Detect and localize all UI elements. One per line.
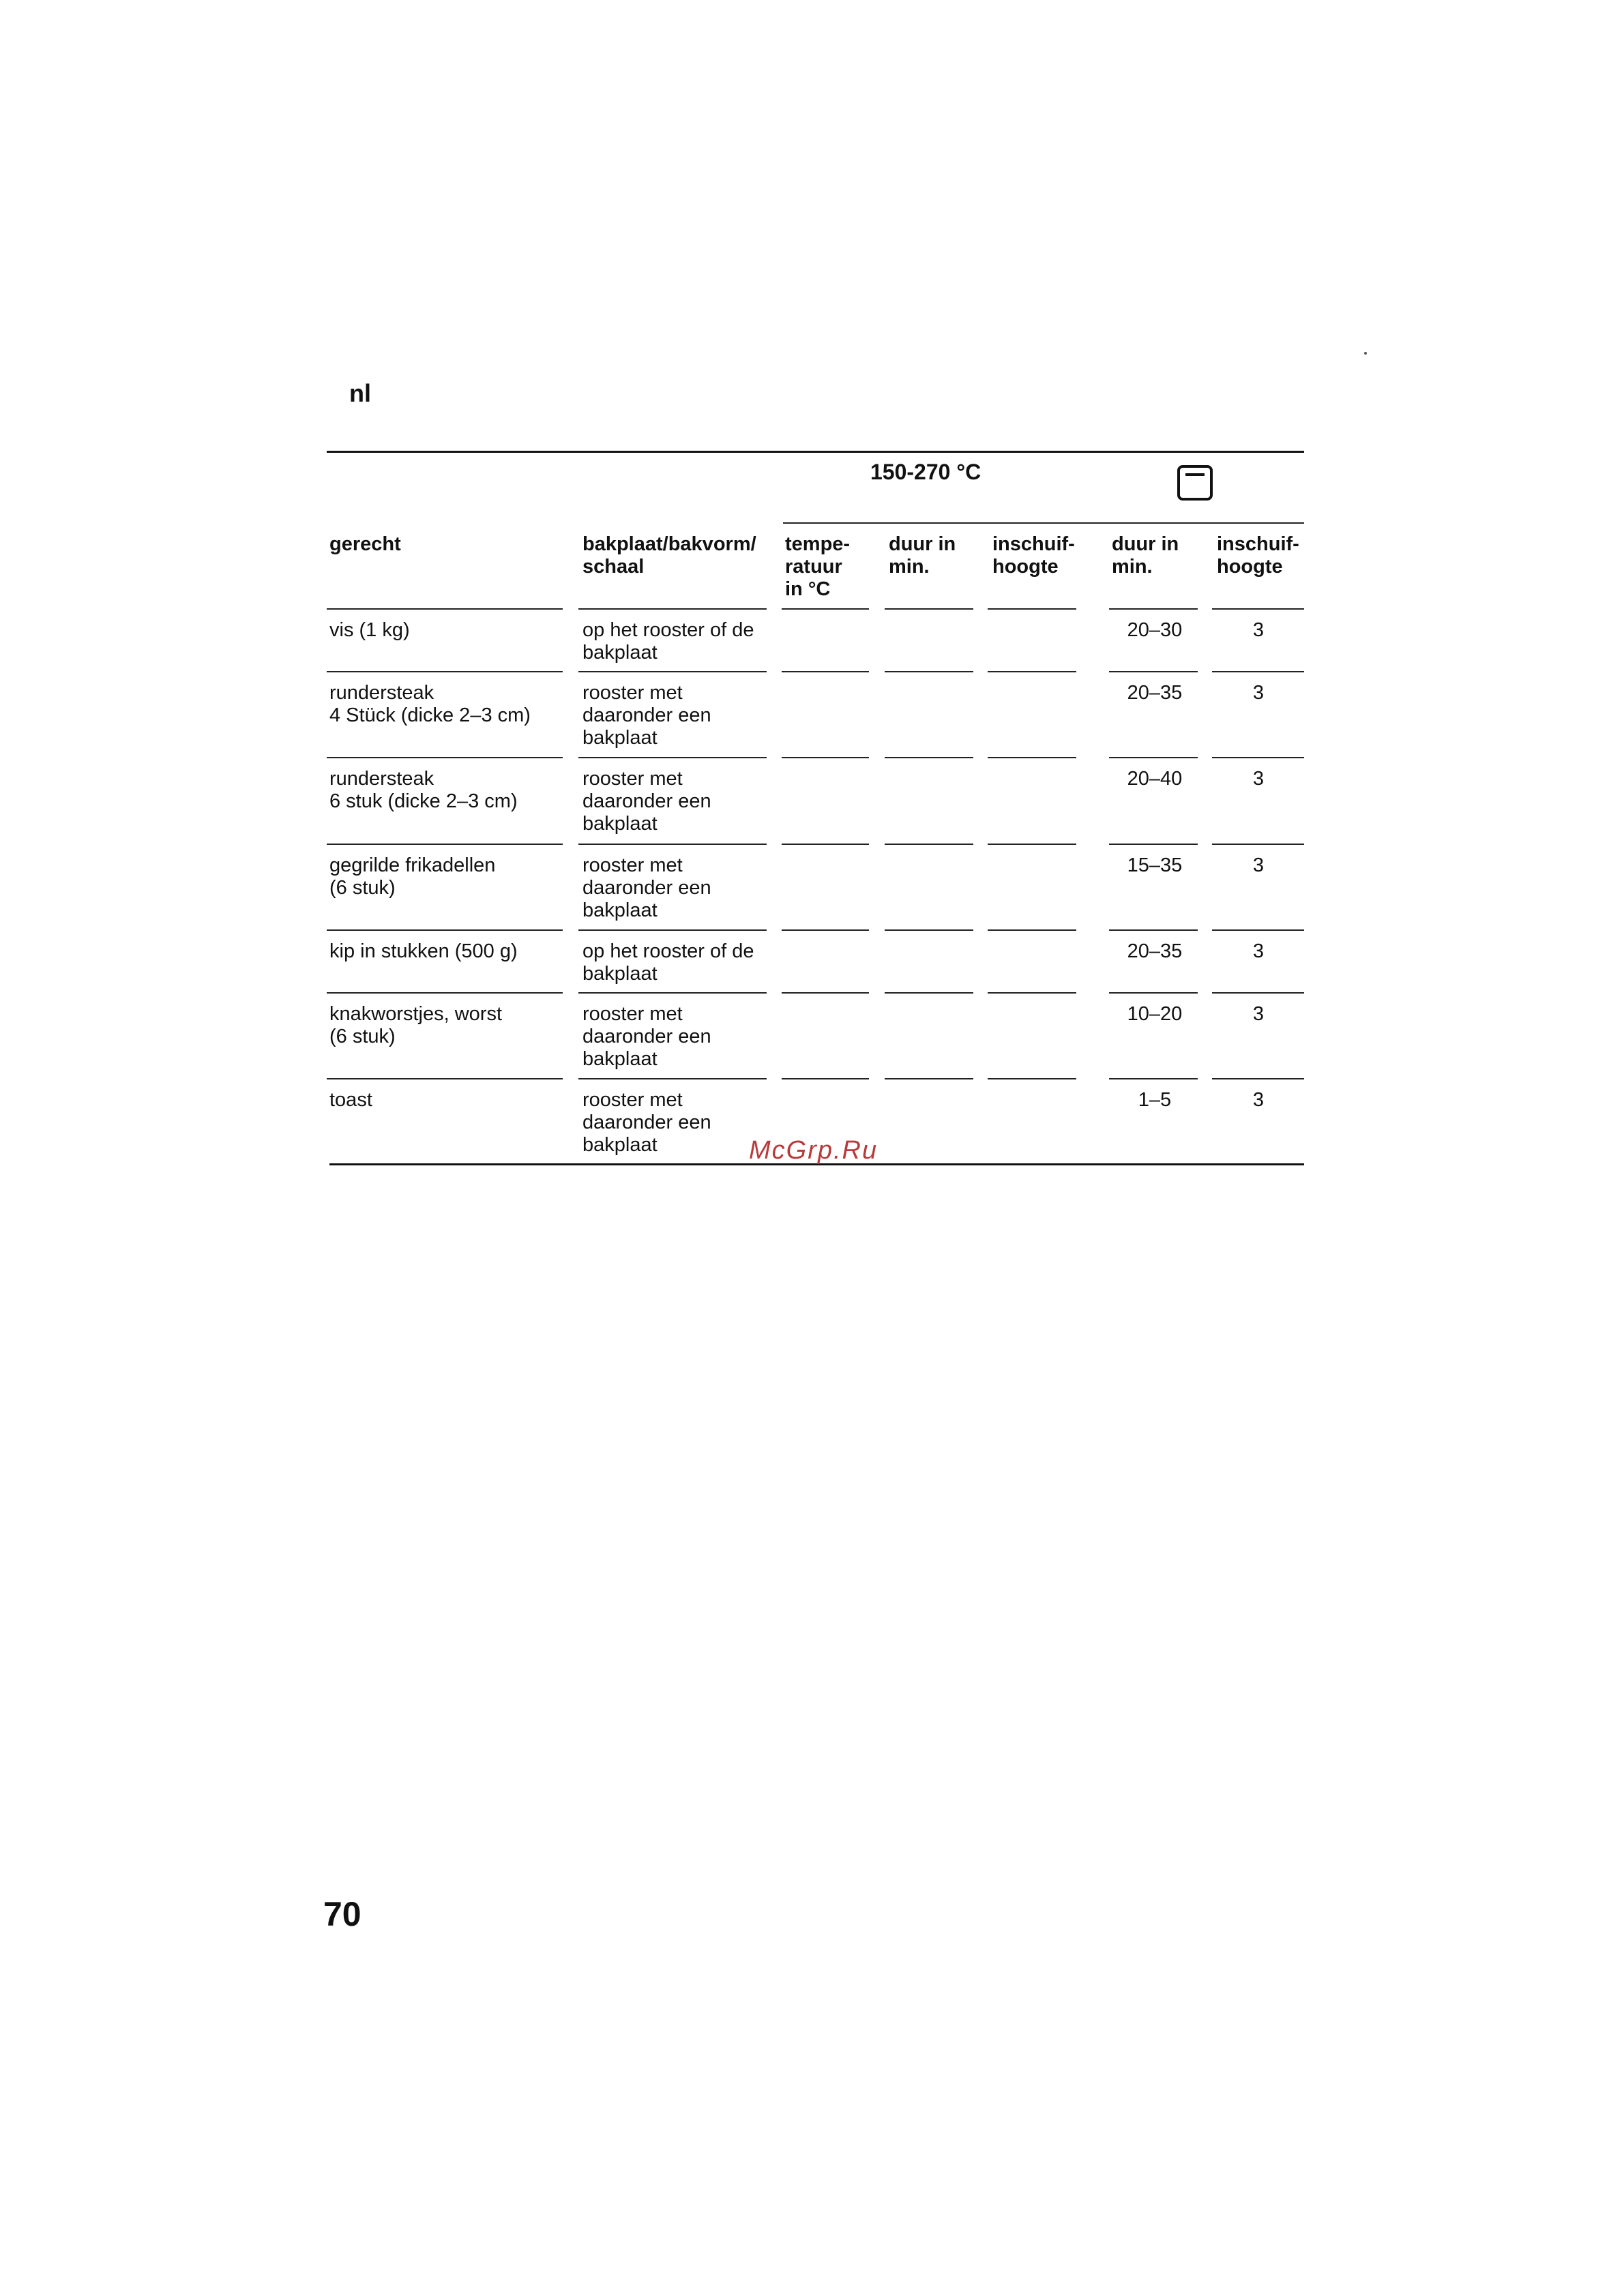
cell-shelf: 3 — [1252, 682, 1265, 704]
table-rule-segment — [988, 929, 1076, 931]
table-rule-segment — [988, 757, 1076, 758]
cell-dish: kip in stukken (500 g) — [329, 940, 518, 962]
cell-dish: rundersteak 4 Stück (dicke 2–3 cm) — [329, 682, 531, 726]
table-rule-segment — [885, 757, 973, 758]
table-rule-segment — [885, 1078, 973, 1079]
header-shelf-2: inschuif- hoogte — [1217, 533, 1299, 578]
cell-shelf: 3 — [1252, 1089, 1265, 1111]
table-rule-segment — [1212, 929, 1304, 931]
table-rule-segment — [885, 608, 973, 610]
table-rule-segment — [327, 992, 563, 994]
table-rule-segment — [988, 1078, 1076, 1079]
table-rule-segment — [988, 844, 1076, 845]
cell-tray: rooster met daaronder een bakplaat — [582, 682, 711, 749]
cell-duration: 20–35 — [1127, 940, 1183, 962]
cell-shelf: 3 — [1252, 768, 1265, 790]
table-rule-segment — [578, 992, 767, 994]
cell-dish: rundersteak 6 stuk (dicke 2–3 cm) — [329, 768, 518, 812]
cell-dish: toast — [329, 1089, 372, 1111]
cell-tray: rooster met daaronder een bakplaat — [582, 768, 711, 835]
table-rule-segment — [782, 671, 869, 672]
header-duration-2: duur in min. — [1112, 533, 1179, 578]
cell-shelf: 3 — [1252, 940, 1265, 962]
header-temperature: tempe- ratuur in °C — [785, 533, 851, 600]
cell-shelf: 3 — [1252, 619, 1265, 641]
cell-dish: gegrilde frikadellen (6 stuk) — [329, 854, 496, 899]
table-rule-segment — [988, 992, 1076, 994]
table-rule-segment — [327, 929, 563, 931]
table-rule-segment — [1109, 1078, 1198, 1079]
oven-grill-icon — [1177, 465, 1213, 501]
table-rule-segment — [1212, 844, 1304, 845]
cell-duration: 10–20 — [1127, 1003, 1183, 1025]
table-rule-segment — [327, 608, 563, 610]
table-rule-segment — [1109, 757, 1198, 758]
table-rule-segment — [782, 608, 869, 610]
table-rule-segment — [782, 992, 869, 994]
table-rule-segment — [988, 608, 1076, 610]
cell-tray: rooster met daaronder een bakplaat — [582, 854, 711, 921]
cell-duration: 20–40 — [1127, 768, 1183, 790]
cell-duration: 20–35 — [1127, 682, 1183, 704]
table-rule-segment — [885, 671, 973, 672]
table-rule-segment — [1212, 1078, 1304, 1079]
table-rule-segment — [578, 608, 767, 610]
table-rule-segment — [782, 844, 869, 845]
table-rule-segment — [885, 929, 973, 931]
table-rule-segment — [578, 844, 767, 845]
scan-speck — [1364, 352, 1367, 355]
page-number: 70 — [323, 1895, 361, 1933]
table-rule-segment — [327, 671, 563, 672]
table-rule-segment — [1109, 929, 1198, 931]
table-rule-segment — [1109, 671, 1198, 672]
table-rule-segment — [578, 671, 767, 672]
cell-shelf: 3 — [1252, 1003, 1265, 1025]
table-top-rule — [327, 451, 1304, 453]
cell-duration: 1–5 — [1138, 1089, 1172, 1111]
header-shelf-1: inschuif- hoogte — [992, 533, 1075, 578]
header-dish: gerecht — [329, 533, 401, 555]
table-rule-segment — [1212, 671, 1304, 672]
table-rule-segment — [885, 844, 973, 845]
header-tray: bakplaat/bakvorm/ schaal — [582, 533, 756, 578]
table-rule-segment — [1212, 992, 1304, 994]
cell-dish: knakworstjes, worst (6 stuk) — [329, 1003, 503, 1047]
language-code: nl — [349, 379, 371, 407]
cell-dish: vis (1 kg) — [329, 619, 410, 641]
table-rule-segment — [327, 757, 563, 758]
table-rule-segment — [327, 844, 563, 845]
group-heading-rule — [783, 522, 1304, 524]
table-rule-segment — [578, 1078, 767, 1079]
table-rule-segment — [782, 757, 869, 758]
table-rule-segment — [885, 992, 973, 994]
table-rule-segment — [1109, 992, 1198, 994]
cell-duration: 15–35 — [1127, 854, 1183, 876]
header-duration-1: duur in min. — [889, 533, 956, 578]
table-rule-segment — [578, 929, 767, 931]
cell-duration: 20–30 — [1127, 619, 1183, 641]
group-heading: 150-270 °C — [870, 460, 981, 484]
table-rule-segment — [782, 929, 869, 931]
cell-tray: rooster met daaronder een bakplaat — [582, 1003, 711, 1070]
table-rule-segment — [1109, 608, 1198, 610]
table-rule-segment — [782, 1078, 869, 1079]
table-rule-segment — [988, 671, 1076, 672]
table-rule-segment — [327, 1078, 563, 1079]
cell-tray: op het rooster of de bakplaat — [582, 940, 754, 985]
table-rule-segment — [1212, 757, 1304, 758]
cell-tray: op het rooster of de bakplaat — [582, 619, 754, 664]
watermark: McGrp.Ru — [749, 1136, 879, 1165]
cell-shelf: 3 — [1252, 854, 1265, 876]
cell-tray: rooster met daaronder een bakplaat — [582, 1089, 711, 1156]
table-rule-segment — [578, 757, 767, 758]
table-rule-segment — [1109, 844, 1198, 845]
table-rule-segment — [1212, 608, 1304, 610]
